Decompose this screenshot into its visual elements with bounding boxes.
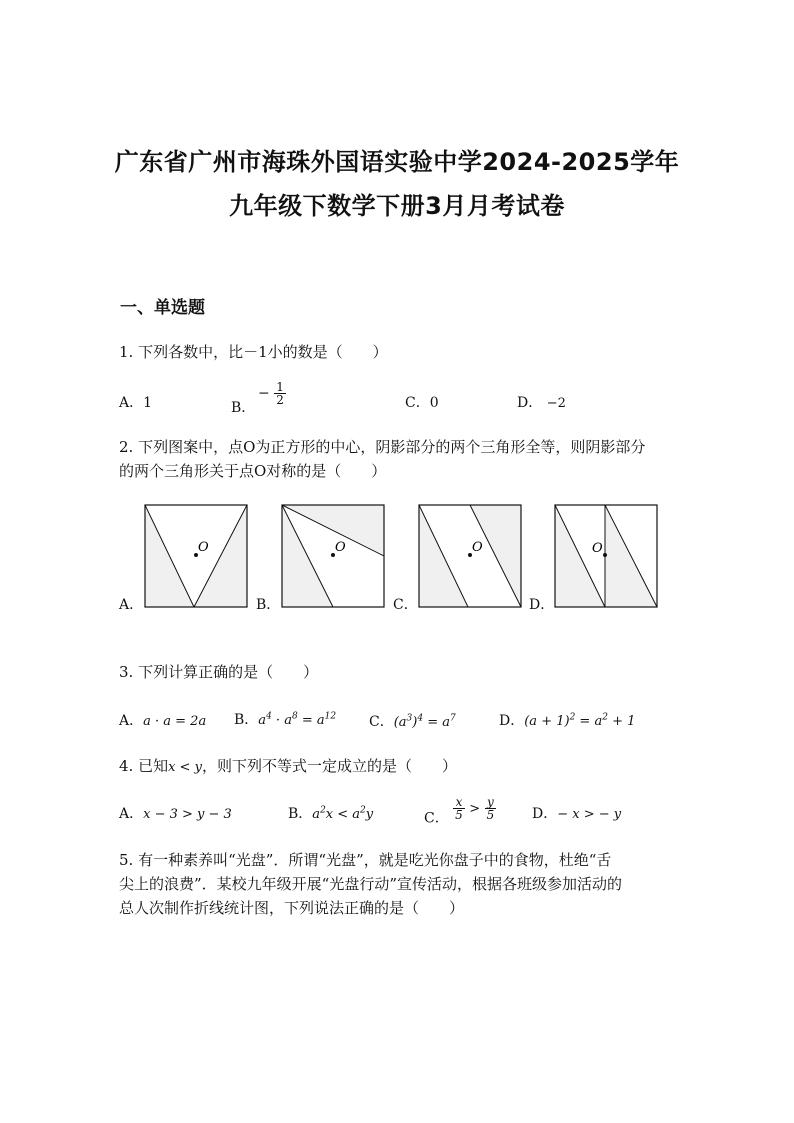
q3-b-m3: = a [297,713,325,728]
q4-c-num1: x [453,796,465,809]
q1-option-c: C．0 [405,395,439,411]
q4-c-label: C． [424,810,449,827]
q3-d-m3: + 1 [607,714,636,729]
question-1-stem: 1. 下列各数中，比－1小的数是（ ） [119,343,388,361]
q3-option-a [119,710,206,730]
q1-b-sign: − [258,385,270,402]
q4-stem-math: x < y [168,760,202,775]
q3-c-s2: 4 [417,713,424,724]
q4-c-den1: 5 [455,808,463,822]
fig-d-center-point [603,553,607,557]
fig-a-point-label: O [198,540,209,555]
q3-a-label: A． [119,713,144,729]
q4-d-label: D． [532,806,558,822]
q3-b-s2: 8 [291,711,298,722]
q3-b-m1: a [258,713,267,728]
question-4-stem [119,754,457,780]
q4-option-a [119,803,232,823]
fig-b-point-label: O [335,540,346,555]
question-5-line1: 5. 有一种素养叫“光盘”．所谓“光盘”，就是吃光你盘子中的食物，杜绝“舌 [119,851,612,869]
fig-c-shade-right [470,505,521,607]
paper-title-line2: 九年级下数学下册3月月考试卷 [229,192,565,220]
question-5-line3: 总人次制作折线统计图，下列说法正确的是（ ） [119,899,465,917]
fig-d-shade-left [555,505,605,607]
q2-figure-a [144,504,248,608]
q1-b-fraction [274,381,286,406]
q3-d-s2: 2 [602,712,608,723]
question-2-stem-line1: 2. 下列图案中，点O为正方形的中心，阴影部分的两个三角形全等，则阴影部分 [119,438,646,456]
q4-b-label: B． [288,806,313,822]
q3-d-label: D． [499,713,525,729]
q3-option-b [234,709,336,729]
q3-d-m2: = a [575,714,603,729]
q4-option-b [288,803,373,823]
question-3-stem: 3. 下列计算正确的是（ ） [119,663,319,681]
fig-c-shade-left [419,505,468,607]
q4-b-m1: a [312,807,321,822]
q3-option-c [369,711,456,731]
q3-d-s1: 2 [569,712,576,723]
q3-c-m3: = a [423,715,451,730]
question-2-stem-line2: 的两个三角形关于点O对称的是（ ） [119,462,387,480]
q3-d-m1: (a + 1) [524,714,570,729]
q4-c-den2: 5 [486,808,495,822]
q1-b-numerator: 1 [276,380,284,394]
q2-figure-c [418,504,522,608]
q3-c-m1: (a [393,715,407,730]
q1-d-math: −2 [546,396,566,411]
q1-b-denominator: 2 [276,393,284,407]
q1-option-b-label: B． [231,400,256,416]
q3-option-d [499,710,635,730]
q4-b-m2: x < a [325,807,361,822]
q4-b-s1: 2 [320,805,326,816]
fig-d-shade-right [605,505,657,607]
q4-c-num2: y [485,796,497,809]
q4-b-m3: y [365,807,374,822]
fig-a-shade-right [194,505,247,607]
q4-stem-post: ，则下列不等式一定成立的是（ ） [201,757,457,775]
question-5-line2: 尖上的浪费”．某校九年级开展“光盘行动”宣传活动，根据各班级参加活动的 [119,875,623,893]
q4-c-op: > [469,801,481,817]
q4-b-s2: 2 [360,805,366,816]
q2-label-c: C． [393,597,418,613]
q1-option-d [517,392,566,412]
q3-b-label: B． [234,712,259,728]
fig-d-point-label: O [592,541,603,556]
q3-c-m2: ) [412,715,418,730]
q3-c-label: C． [369,714,394,730]
q3-b-s1: 4 [266,711,272,722]
q2-label-d: D． [529,597,555,613]
q4-option-c [424,796,496,828]
section-heading: 一、单选题 [120,298,205,318]
fig-c-point-label: O [472,540,483,555]
q4-a-math: x − 3 > y − 3 [143,807,232,822]
q3-b-m2: · a [271,713,292,728]
q4-stem-pre: 4. 已知 [119,757,169,775]
q1-d-label: D． [517,395,543,411]
q3-a-math: a · a = 2a [143,714,207,729]
q2-figure-b [281,504,385,608]
q2-label-b: B． [256,597,281,613]
q2-label-a: A． [119,597,144,613]
q4-option-d [532,803,621,823]
q3-b-s3: 12 [324,711,337,722]
q1-option-b-value [258,381,286,406]
q3-c-s3: 7 [450,713,456,724]
q3-c-s1: 3 [406,713,413,724]
paper-title-line1: 广东省广州市海珠外国语实验中学2024-2025学年 [114,148,680,176]
q1-option-a: A．1 [119,395,153,411]
q4-d-math: − x > − y [557,807,622,822]
fig-a-shade-left [145,505,194,607]
q4-a-label: A． [119,806,144,822]
q2-figure-d [554,504,658,608]
